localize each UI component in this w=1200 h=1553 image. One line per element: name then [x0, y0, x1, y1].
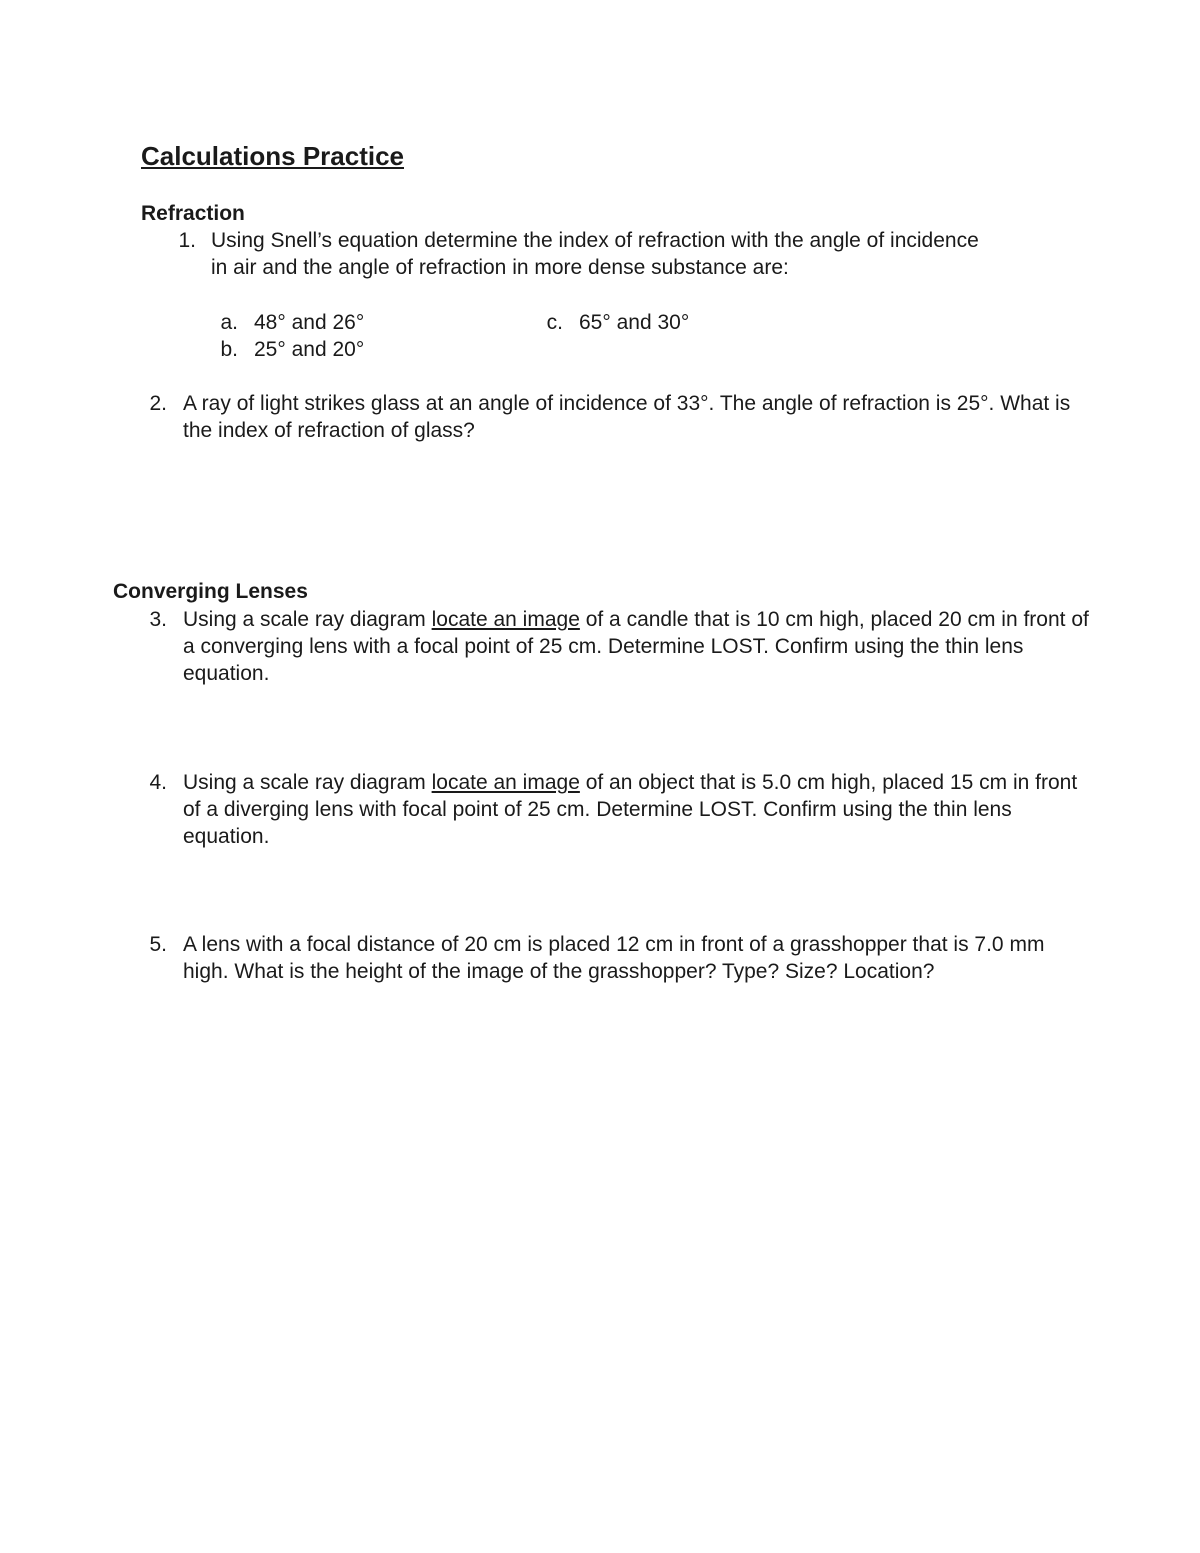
question-text-pre: Using a scale ray diagram [183, 771, 432, 794]
section-heading-converging-lenses: Converging Lenses [113, 580, 308, 603]
question-text: A ray of light strikes glass at an angle of incidence of 33°. The angle of refraction is 25°. What is the index of refraction of glass? [183, 392, 1071, 442]
question-number: 4. [149, 771, 167, 794]
question-text: A lens with a focal distance of 20 cm is placed 12 cm in front of a grasshopper that is 7.0 mm high. What is the height of the image of the grasshopper? Type? Size? Location? [183, 933, 1045, 983]
question-number: 5. [149, 933, 167, 956]
option-letter: c. [546, 311, 563, 334]
underlined-phrase: locate an image [431, 608, 580, 631]
question-number: 1. [178, 229, 196, 252]
section-heading-refraction: Refraction [141, 202, 245, 225]
page-title: Calculations Practice [141, 141, 404, 171]
option-letter: b. [220, 338, 238, 361]
question-text [183, 606, 1093, 687]
question-number: 2. [149, 392, 167, 415]
question-text-pre: Using a scale ray diagram [183, 608, 432, 631]
option-letter: a. [220, 311, 238, 334]
question-number: 3. [149, 608, 167, 631]
question-text: Using Snell’s equation determine the index of refraction with the angle of incidence in air and the angle of refraction in more dense substance are: [211, 229, 979, 279]
question-text-post: of an object that is 5.0 cm high, placed 15 cm in front of a diverging lens with focal point of 25 cm. Determine LOST. Confirm using the thin lens equation. [183, 771, 1078, 848]
question-text-post: of a candle that is 10 cm high, placed 20 cm in front of a converging lens with a focal point of 25 cm. Determine LOST. Confirm using the thin lens equation. [183, 608, 1089, 685]
underlined-phrase: locate an image [431, 771, 580, 794]
option-value: 25° and 20° [254, 338, 365, 361]
option-value: 48° and 26° [254, 311, 365, 334]
option-value: 65° and 30° [579, 311, 690, 334]
question-text [183, 769, 1093, 850]
